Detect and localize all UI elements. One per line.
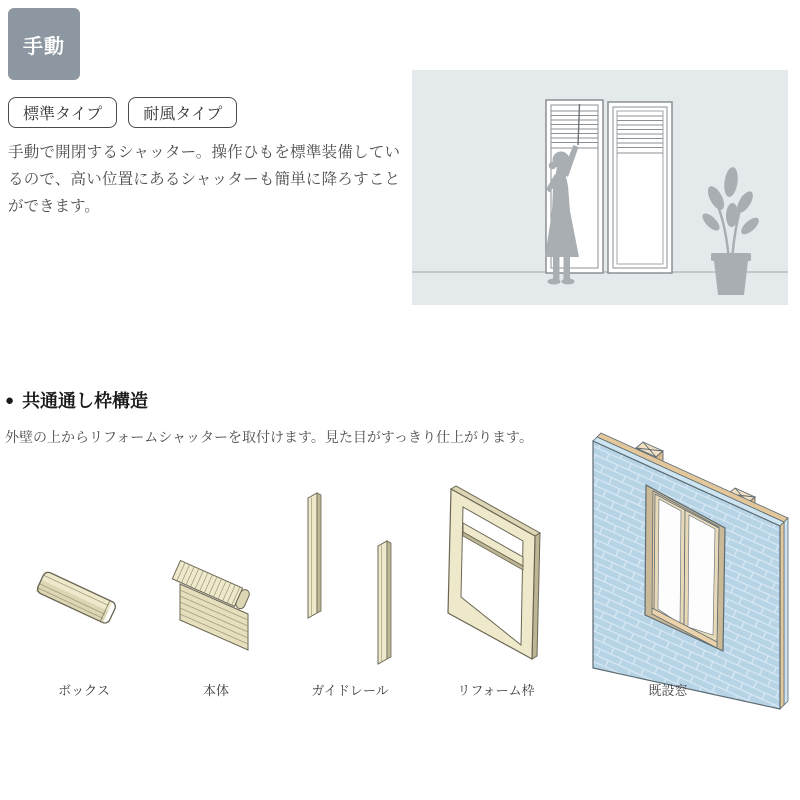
part-label-box: ボックス (58, 683, 110, 698)
part-label-existing-window: 既設窓 (648, 683, 688, 698)
figure-reform-frame (443, 483, 548, 668)
part-label-body: 本体 (202, 683, 230, 698)
figure-existing-window (588, 428, 798, 718)
figure-body (172, 552, 267, 657)
section-heading (5, 387, 148, 413)
section-title: 共通通し枠構造 (22, 391, 149, 411)
plant-silhouette (700, 166, 762, 295)
bullet-icon: ● (5, 391, 15, 409)
existing-window-illustration (588, 428, 798, 718)
figure-box (35, 556, 135, 641)
scene-svg (412, 70, 788, 305)
tab-standard-type[interactable] (8, 97, 117, 128)
box-illustration (35, 556, 135, 641)
tab-standard-type-label: 標準タイプ (23, 106, 103, 123)
tab-wind-resistant-type-label: 耐風タイプ (143, 106, 223, 123)
guide-rail-illustration (298, 490, 398, 670)
part-label-reform-frame: リフォーム枠 (457, 683, 535, 698)
intro-text: 手動で開閉するシャッター。操作ひもを標準装備しているので、高い位置にあるシャッターも簡単に降ろすことができます。 (8, 144, 400, 215)
section-description: 外壁の上からリフォームシャッターを取付けます。見た目がすっきり仕上がります。 (5, 429, 533, 445)
figure-guide-rail (298, 490, 398, 670)
shutter-body-illustration (172, 552, 267, 657)
type-tabs (8, 97, 237, 128)
manual-badge (8, 8, 80, 80)
tab-wind-resistant-type[interactable] (128, 97, 237, 128)
manual-badge-label: 手動 (23, 35, 65, 58)
manual-shutter-scene-illustration (412, 70, 788, 305)
reform-frame-illustration (443, 483, 548, 668)
part-label-guide-rail: ガイドレール (311, 683, 389, 698)
